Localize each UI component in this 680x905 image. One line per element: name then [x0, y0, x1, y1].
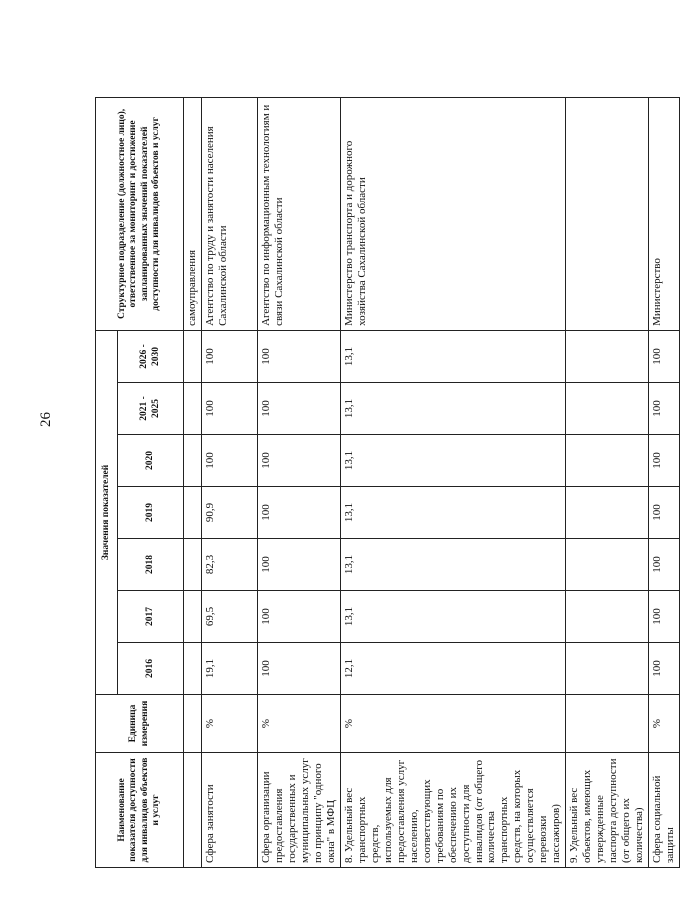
row-value: 90,9 — [202, 487, 258, 539]
row-unit: % — [649, 695, 680, 753]
row-value: 13,1 — [340, 539, 565, 591]
page-number: 26 — [38, 412, 54, 427]
row-responsible: Агентство по информационным технологиям и связи Сахалинской области — [258, 97, 341, 330]
row-name: 9. Удельный вес объектов, имеющих утвержденные паспорта доступности (от общего их количества) — [566, 753, 649, 868]
row-unit: % — [258, 695, 341, 753]
header-year: 2019 — [118, 487, 184, 539]
rotated-table-container — [95, 98, 677, 868]
row-value: 82,3 — [202, 539, 258, 591]
row-value — [566, 539, 649, 591]
row-value — [566, 330, 649, 382]
header-year: 2026 - 2030 — [118, 330, 184, 382]
header-responsible: Структурное подразделение (должностное лицо), ответственное за мониторинг и достижение запланированных значений показателей доступности для инвалидов объектов и услуг — [96, 97, 184, 330]
row-value: 100 — [649, 539, 680, 591]
row-name — [184, 753, 202, 868]
row-value: 100 — [258, 591, 341, 643]
row-value: 100 — [258, 487, 341, 539]
row-unit: % — [202, 695, 258, 753]
row-value: 100 — [649, 330, 680, 382]
row-value — [566, 383, 649, 435]
table-row — [258, 97, 341, 867]
row-value: 13,1 — [340, 383, 565, 435]
row-unit — [566, 695, 649, 753]
table-row — [649, 97, 680, 867]
table-row — [184, 97, 202, 867]
header-values-group: Значения показателей — [96, 330, 118, 694]
row-value: 100 — [258, 330, 341, 382]
row-name: Сфера социальной защиты — [649, 753, 680, 868]
row-responsible: Министерство — [649, 97, 680, 330]
row-value: 100 — [649, 435, 680, 487]
row-value: 100 — [649, 643, 680, 695]
row-value — [566, 487, 649, 539]
row-value — [566, 435, 649, 487]
row-value: 100 — [202, 435, 258, 487]
header-year: 2021 - 2025 — [118, 383, 184, 435]
row-unit: % — [340, 695, 565, 753]
row-value: 100 — [258, 539, 341, 591]
row-value: 13,1 — [340, 487, 565, 539]
row-responsible: Агентство по труду и занятости населения Сахалинской области — [202, 97, 258, 330]
row-unit — [184, 695, 202, 753]
table-row — [340, 97, 565, 867]
row-value: 13,1 — [340, 330, 565, 382]
row-name: Сфера организации предоставления государственных и муниципальных услуг по принципу "одного окна" в МФЦ — [258, 753, 341, 868]
row-value: 100 — [202, 383, 258, 435]
header-year: 2017 — [118, 591, 184, 643]
row-value — [184, 487, 202, 539]
header-year: 2018 — [118, 539, 184, 591]
row-value — [184, 539, 202, 591]
accessibility-indicators-table — [95, 97, 680, 868]
row-responsible: Министерство транспорта и дорожного хозяйства Сахалинской области — [340, 97, 565, 330]
row-value — [184, 643, 202, 695]
row-responsible: самоуправления — [184, 97, 202, 330]
row-value — [184, 383, 202, 435]
row-value: 100 — [258, 435, 341, 487]
header-name: Наименование показателя доступности для инвалидов объектов и услуг — [96, 753, 184, 868]
row-value — [184, 330, 202, 382]
header-unit: Единица измерения — [96, 695, 184, 753]
row-value: 13,1 — [340, 591, 565, 643]
row-value: 69,5 — [202, 591, 258, 643]
row-value: 13,1 — [340, 435, 565, 487]
row-value: 12,1 — [340, 643, 565, 695]
row-value: 100 — [258, 383, 341, 435]
row-responsible — [566, 97, 649, 330]
row-value: 100 — [258, 643, 341, 695]
row-value: 19,1 — [202, 643, 258, 695]
row-name: 8. Удельный вес транспортных средств, используемых для предоставления услуг населению, соответствующих требованиям по обеспечению их доступности для инвалидов (от общего количества транспортных средств, на которых осуществляется перевозки пассажиров) — [340, 753, 565, 868]
row-value: 100 — [649, 591, 680, 643]
table-row — [566, 97, 649, 867]
row-value — [184, 591, 202, 643]
header-year: 2020 — [118, 435, 184, 487]
header-year: 2016 — [118, 643, 184, 695]
row-value: 100 — [649, 383, 680, 435]
row-value: 100 — [649, 487, 680, 539]
row-value — [566, 643, 649, 695]
row-name: Сфера занятости — [202, 753, 258, 868]
row-value — [566, 591, 649, 643]
table-row — [202, 97, 258, 867]
row-value — [184, 435, 202, 487]
row-value: 100 — [202, 330, 258, 382]
